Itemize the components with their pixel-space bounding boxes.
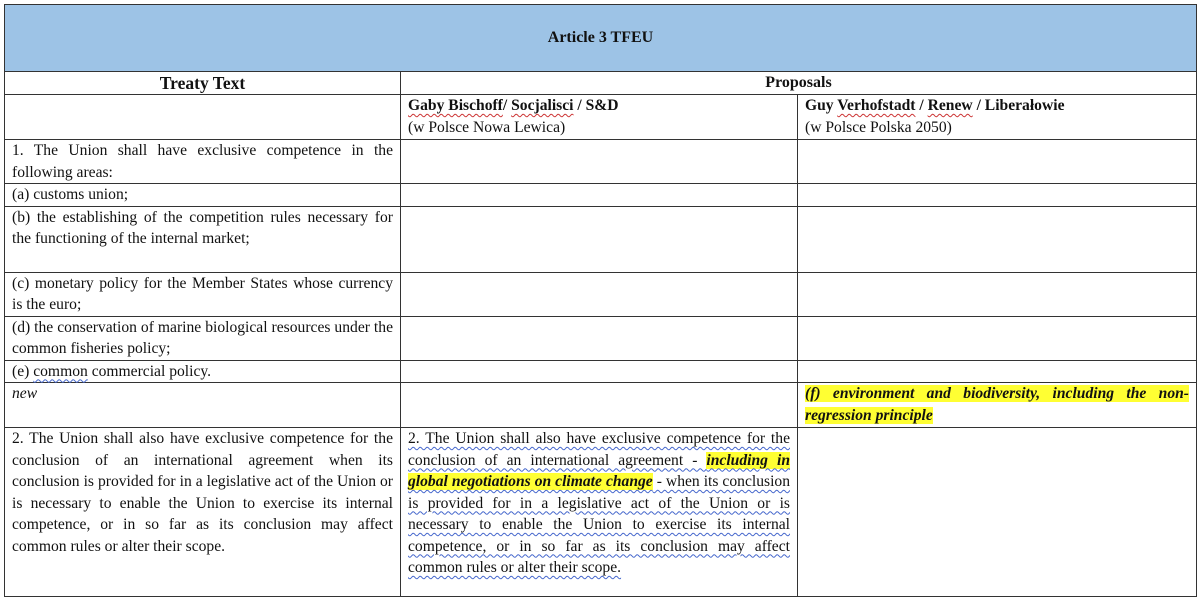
sd-cell-1 bbox=[401, 140, 798, 184]
sd-cell-3 bbox=[401, 206, 798, 272]
treaty-item-d: (d) the conservation of marine biological resources under the common fisheries policy; bbox=[5, 316, 401, 360]
party-renew: Guy Verhofstadt / Renew / Liberałowie (w Polsce Polska 2050) bbox=[798, 95, 1197, 140]
empty-cell bbox=[5, 95, 401, 140]
sd-cell-7 bbox=[401, 383, 798, 428]
sd-cell-4 bbox=[401, 272, 798, 316]
renew-cell-6 bbox=[798, 360, 1197, 383]
party-renew-sub: (w Polsce Polska 2050) bbox=[805, 118, 952, 136]
renew-cell-2 bbox=[798, 184, 1197, 207]
sd-cell-2 bbox=[401, 184, 798, 207]
sd-cell-5 bbox=[401, 316, 798, 360]
table-title: Article 3 TFEU bbox=[5, 5, 1197, 72]
party-sd: Gaby Bischoff/ Socjalisci / S&D (w Polsce Nowa Lewica) bbox=[401, 95, 798, 140]
renew-cell-3 bbox=[798, 206, 1197, 272]
renew-cell-8 bbox=[798, 428, 1197, 597]
sd-proposal-2: 2. The Union shall also have exclusive competence for the conclusion of an international agreement - including in global negotiations on climate change - when its conclusion is provided for in a legislative act of the Union or is necessary to enable the Union to exercise its internal competence, or in so far as its conclusion may affect common rules or alter their scope. bbox=[401, 428, 798, 597]
treaty-item-e: (e) common commercial policy. bbox=[5, 360, 401, 383]
treaty-item-c: (c) monetary policy for the Member States whose currency is the euro; bbox=[5, 272, 401, 316]
renew-cell-4 bbox=[798, 272, 1197, 316]
treaty-item-b: (b) the establishing of the competition rules necessary for the functioning of the internal market; bbox=[5, 206, 401, 272]
treaty-new-label: new bbox=[5, 383, 401, 428]
renew-proposal-f: (f) environment and biodiversity, including the non-regression principle bbox=[798, 383, 1197, 428]
treaty-para-2: 2. The Union shall also have exclusive competence for the conclusion of an international agreement when its conclusion is provided for in a legislative act of the Union or is necessary to enable the Union to exercise its internal competence, or in so far as its conclusion may affect common rules or alter their scope. bbox=[5, 428, 401, 597]
party-sd-sub: (w Polsce Nowa Lewica) bbox=[408, 118, 566, 136]
proposals-header: Proposals bbox=[401, 72, 1197, 95]
treaty-text-header: Treaty Text bbox=[5, 72, 401, 95]
treaty-para-1: 1. The Union shall have exclusive competence in the following areas: bbox=[5, 140, 401, 184]
article-table bbox=[4, 4, 1197, 597]
treaty-item-a: (a) customs union; bbox=[5, 184, 401, 207]
renew-cell-1 bbox=[798, 140, 1197, 184]
sd-cell-6 bbox=[401, 360, 798, 383]
renew-cell-5 bbox=[798, 316, 1197, 360]
